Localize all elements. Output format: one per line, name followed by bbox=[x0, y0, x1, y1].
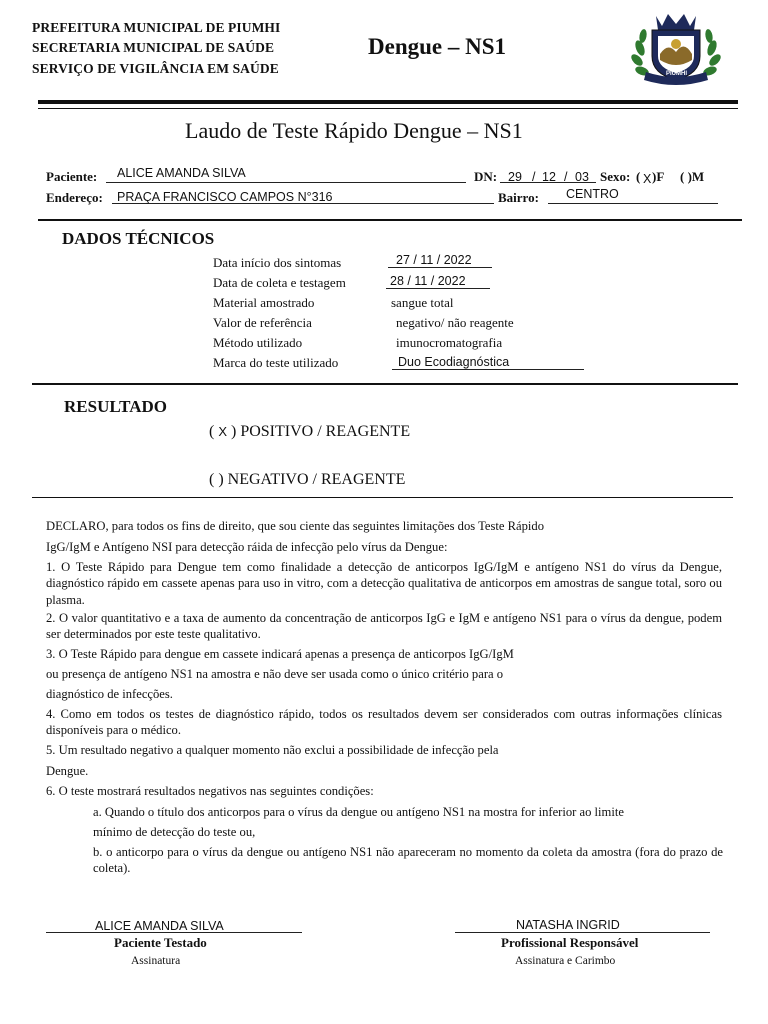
declaration-item-5-line-1: 5. Um resultado negativo a qualquer momento não exclui a possibilidade de infecção pela bbox=[46, 743, 499, 757]
declaration-item-6: 6. O teste mostrará resultados negativos nas seguintes condições: bbox=[46, 784, 374, 798]
declaration-item-3-line-1: 3. O Teste Rápido para dengue em cassete indicará apenas a presença de anticorpos IgG/IgM bbox=[46, 647, 514, 661]
district-underline bbox=[548, 203, 718, 204]
header-rule-thin bbox=[38, 108, 738, 109]
tech-underline-collection bbox=[386, 288, 490, 289]
sex-f-option: )F bbox=[652, 169, 665, 184]
declaration-item-4: 4. Como em todos os testes de diagnóstico rápido, todos os resultados devem ser considerados com outras informações clínicas disponíveis para o médico. bbox=[46, 707, 722, 738]
address-value: PRAÇA FRANCISCO CAMPOS N°316 bbox=[117, 190, 333, 204]
result-negative-option: ( ) NEGATIVO / REAGENTE bbox=[209, 471, 406, 488]
municipal-crest-logo bbox=[628, 8, 724, 86]
result-positive-mark: X bbox=[218, 424, 227, 439]
result-positive-close-paren: ) bbox=[227, 423, 241, 440]
dn-year: 03 bbox=[575, 170, 589, 184]
declaration-item-6b: b. o anticorpo para o vírus da dengue ou antígeno NS1 não apareceram no momento da coleta da amostra (fora do prazo de coleta). bbox=[93, 845, 723, 876]
declaration-intro-2: IgG/IgM e Antígeno NSI para detecção ráida de infecção pelo vírus da Dengue: bbox=[46, 540, 448, 554]
sex-m-option: ( )M bbox=[680, 169, 705, 184]
technical-heading: DADOS TÉCNICOS bbox=[62, 229, 215, 248]
tech-label-brand: Marca do teste utilizado bbox=[213, 355, 339, 370]
section-divider-1 bbox=[38, 219, 742, 221]
section-divider-2 bbox=[32, 383, 738, 385]
tech-label-material: Material amostrado bbox=[213, 295, 315, 310]
dn-month: 12 bbox=[542, 170, 556, 184]
tech-underline-brand bbox=[392, 369, 584, 370]
tech-value-symptoms: 27 / 11 / 2022 bbox=[396, 253, 472, 267]
tech-label-collection: Data de coleta e testagem bbox=[213, 275, 346, 290]
declaration-item-3-line-3: diagnóstico de infecções. bbox=[46, 687, 173, 701]
declaration-item-2: 2. O valor quantitativo e a taxa de aumento da concentração de anticorpos IgG e IgM e antígeno NS1 para o vírus da dengue, podem ser determinados por este teste qualitativo. bbox=[46, 611, 722, 642]
district-value: CENTRO bbox=[566, 187, 619, 201]
address-label: Endereço: bbox=[46, 190, 103, 205]
district-label: Bairro: bbox=[498, 190, 539, 205]
dn-label: DN: bbox=[474, 169, 498, 184]
doc-title: Dengue – NS1 bbox=[368, 34, 507, 59]
professional-signature-name: NATASHA INGRID bbox=[516, 918, 620, 932]
result-positive-label: POSITIVO / REAGENTE bbox=[240, 423, 411, 440]
declaration-item-6a-line-1: a. Quando o título dos anticorpos para o vírus da dengue ou antígeno NS1 na mostra for inferior ao limite bbox=[93, 805, 624, 819]
org-line-2: SECRETARIA MUNICIPAL DE SAÚDE bbox=[32, 40, 275, 55]
sex-label: Sexo: bbox=[600, 169, 631, 184]
patient-signature-caption: Assinatura bbox=[131, 955, 181, 967]
result-positive-open-paren: ( bbox=[209, 423, 219, 440]
dn-sep-1: / bbox=[532, 170, 536, 184]
section-divider-3 bbox=[32, 497, 733, 498]
result-heading: RESULTADO bbox=[64, 397, 167, 416]
tech-value-material: sangue total bbox=[391, 295, 454, 310]
patient-name-underline bbox=[106, 182, 466, 183]
tech-label-symptoms: Data início dos sintomas bbox=[213, 255, 342, 270]
crest-text: PIUMHI bbox=[666, 71, 687, 77]
org-line-3: SERVIÇO DE VIGILÂNCIA EM SAÚDE bbox=[32, 61, 279, 76]
sex-f-open-paren: ( bbox=[636, 169, 641, 184]
patient-signature-name: ALICE AMANDA SILVA bbox=[95, 919, 224, 933]
declaration-item-5-line-2: Dengue. bbox=[46, 764, 89, 778]
header-rule-thick bbox=[38, 100, 738, 104]
patient-name-value: ALICE AMANDA SILVA bbox=[117, 166, 246, 180]
tech-label-method: Método utilizado bbox=[213, 335, 303, 350]
declaration-item-3-line-2: ou presença de antígeno NS1 na amostra e não deve ser usada como o único critério para o bbox=[46, 667, 504, 681]
patient-name-label: Paciente: bbox=[46, 169, 98, 184]
tech-value-reference: negativo/ não reagente bbox=[396, 315, 514, 330]
patient-signature-role: Paciente Testado bbox=[114, 935, 207, 950]
tech-value-method: imunocromatografia bbox=[396, 335, 503, 350]
tech-label-reference: Valor de referência bbox=[213, 315, 312, 330]
sex-f-mark: X bbox=[643, 172, 652, 186]
dn-sep-2: / bbox=[564, 170, 568, 184]
dn-day: 29 bbox=[508, 170, 522, 184]
tech-value-collection: 28 / 11 / 2022 bbox=[390, 274, 466, 288]
professional-signature-role: Profissional Responsável bbox=[501, 935, 639, 950]
declaration-item-1: 1. O Teste Rápido para Dengue tem como finalidade a detecção de anticorpos IgG/IgM e antígeno NS1 do vírus da Dengue, diagnóstico rápido em cassete apenas para uso in vitro, com a detecção qualitativa de anticorpos em amostras de sangue total, soro ou plasma. bbox=[46, 560, 722, 607]
professional-signature-caption: Assinatura e Carimbo bbox=[515, 955, 616, 967]
report-title: Laudo de Teste Rápido Dengue – NS1 bbox=[185, 118, 523, 143]
declaration-item-6a-line-2: mínimo de detecção do teste ou, bbox=[93, 825, 256, 839]
tech-underline-symptoms bbox=[388, 267, 492, 268]
result-positive-option bbox=[209, 423, 410, 441]
tech-value-brand: Duo Ecodiagnóstica bbox=[398, 355, 510, 369]
professional-signature-line bbox=[455, 932, 710, 933]
org-line-1: PREFEITURA MUNICIPAL DE PIUMHI bbox=[32, 20, 281, 35]
declaration-intro-1: DECLARO, para todos os fins de direito, que sou ciente das seguintes limitações dos Teste Rápido bbox=[46, 519, 544, 533]
